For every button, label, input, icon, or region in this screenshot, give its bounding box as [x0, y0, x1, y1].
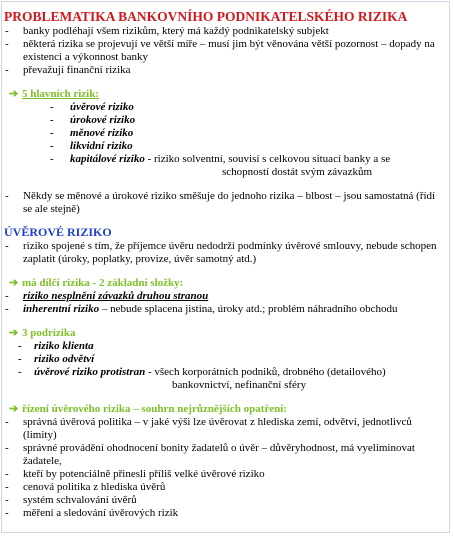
page-title: PROBLEMATIKA BANKOVNÍHO PODNIKATELSKÉHO RIZIKA: [4, 9, 408, 24]
list-item: - Někdy se měnové a úrokové riziko směšuje do jednoho rizika – blbost – jsou samostatná (řídí se ale stejně): [4, 190, 447, 216]
document-content: [4, 9, 447, 520]
arrow-icon: ➔: [9, 403, 19, 415]
arrow-icon: ➔: [9, 88, 19, 100]
three-subrisks-list: [4, 340, 447, 392]
management-heading: ➔ řízení úvěrového rizika – souhrn nejrůznějších opatření:: [9, 403, 287, 415]
list-item: - systém schvalování úvěrů: [4, 494, 447, 507]
credit-def-list: [4, 240, 447, 266]
arrow-icon: ➔: [9, 327, 19, 339]
list-item: - likvidní riziko: [4, 140, 447, 153]
subcomponents-list: [4, 290, 447, 316]
list-item: - kteří by potenciálně přinesli příliš velké úvěrové riziko: [4, 468, 447, 481]
list-item: - cenová politika z hlediska úvěrů: [4, 481, 447, 494]
list-item: - převažují finanční rizika: [4, 64, 447, 77]
credit-risk-heading: ÚVĚROVÉ RIZIKO: [4, 225, 112, 239]
list-item: - inherentní riziko – nebude splacena jistina, úroky atd.; problém náhradního obchodu: [4, 303, 447, 316]
subcomponents-heading: ➔ má dílčí rizika - 2 základní složky:: [9, 277, 184, 289]
list-item: - banky podléhají všem rizikům, který má každý podnikatelský subjekt: [4, 25, 447, 38]
list-item: - měnové riziko: [4, 127, 447, 140]
main-risks-list: [4, 101, 447, 179]
list-item: - riziko odvětví: [4, 353, 447, 366]
main-risks-heading: ➔ 5 hlavních rizik:: [9, 88, 99, 100]
three-subrisks-heading: ➔ 3 podrizika: [9, 327, 76, 339]
intro-list: [4, 25, 447, 77]
list-item: - měření a sledování úvěrových rizik: [4, 507, 447, 520]
list-item: - riziko nesplnění závazků druhou stranou: [4, 290, 447, 303]
management-list: [4, 416, 447, 520]
list-item: - riziko klienta: [4, 340, 447, 353]
list-item: - správná úvěrová politika – v jaké výši lze úvěrovat z hlediska zemí, odvětví, jednotlivců (limity): [4, 416, 447, 442]
list-item: - riziko spojené s tím, že příjemce úvěru nedodrží podmínky úvěrové smlouvy, nebude schopen zaplatit (úroky, poplatky, provize, úvěr samotný atd.): [4, 240, 447, 266]
list-item: - některá rizika se projevují ve větší míře – musí jim být věnována větší pozornost – dopady na existenci a výkonnost banky: [4, 38, 447, 64]
list-item: - správné provádění ohodnocení bonity žadatelů o úvěr – důvěryhodnost, má vyeliminovat žadatele,: [4, 442, 447, 468]
list-item-protistrana: - úvěrové riziko protistran - všech korporátních podniků, drobného (detailového) bankovnictví, nefinanční sféry: [4, 366, 447, 392]
list-item: - úvěrové riziko: [4, 101, 447, 114]
list-item: - úrokové riziko: [4, 114, 447, 127]
list-item-capital-risk: - kapitálové riziko - riziko solventní, souvisí s celkovou situací banky a se schopností dostát svým závazkům: [4, 153, 447, 179]
merge-note-list: [4, 190, 447, 216]
arrow-icon: ➔: [9, 277, 19, 289]
